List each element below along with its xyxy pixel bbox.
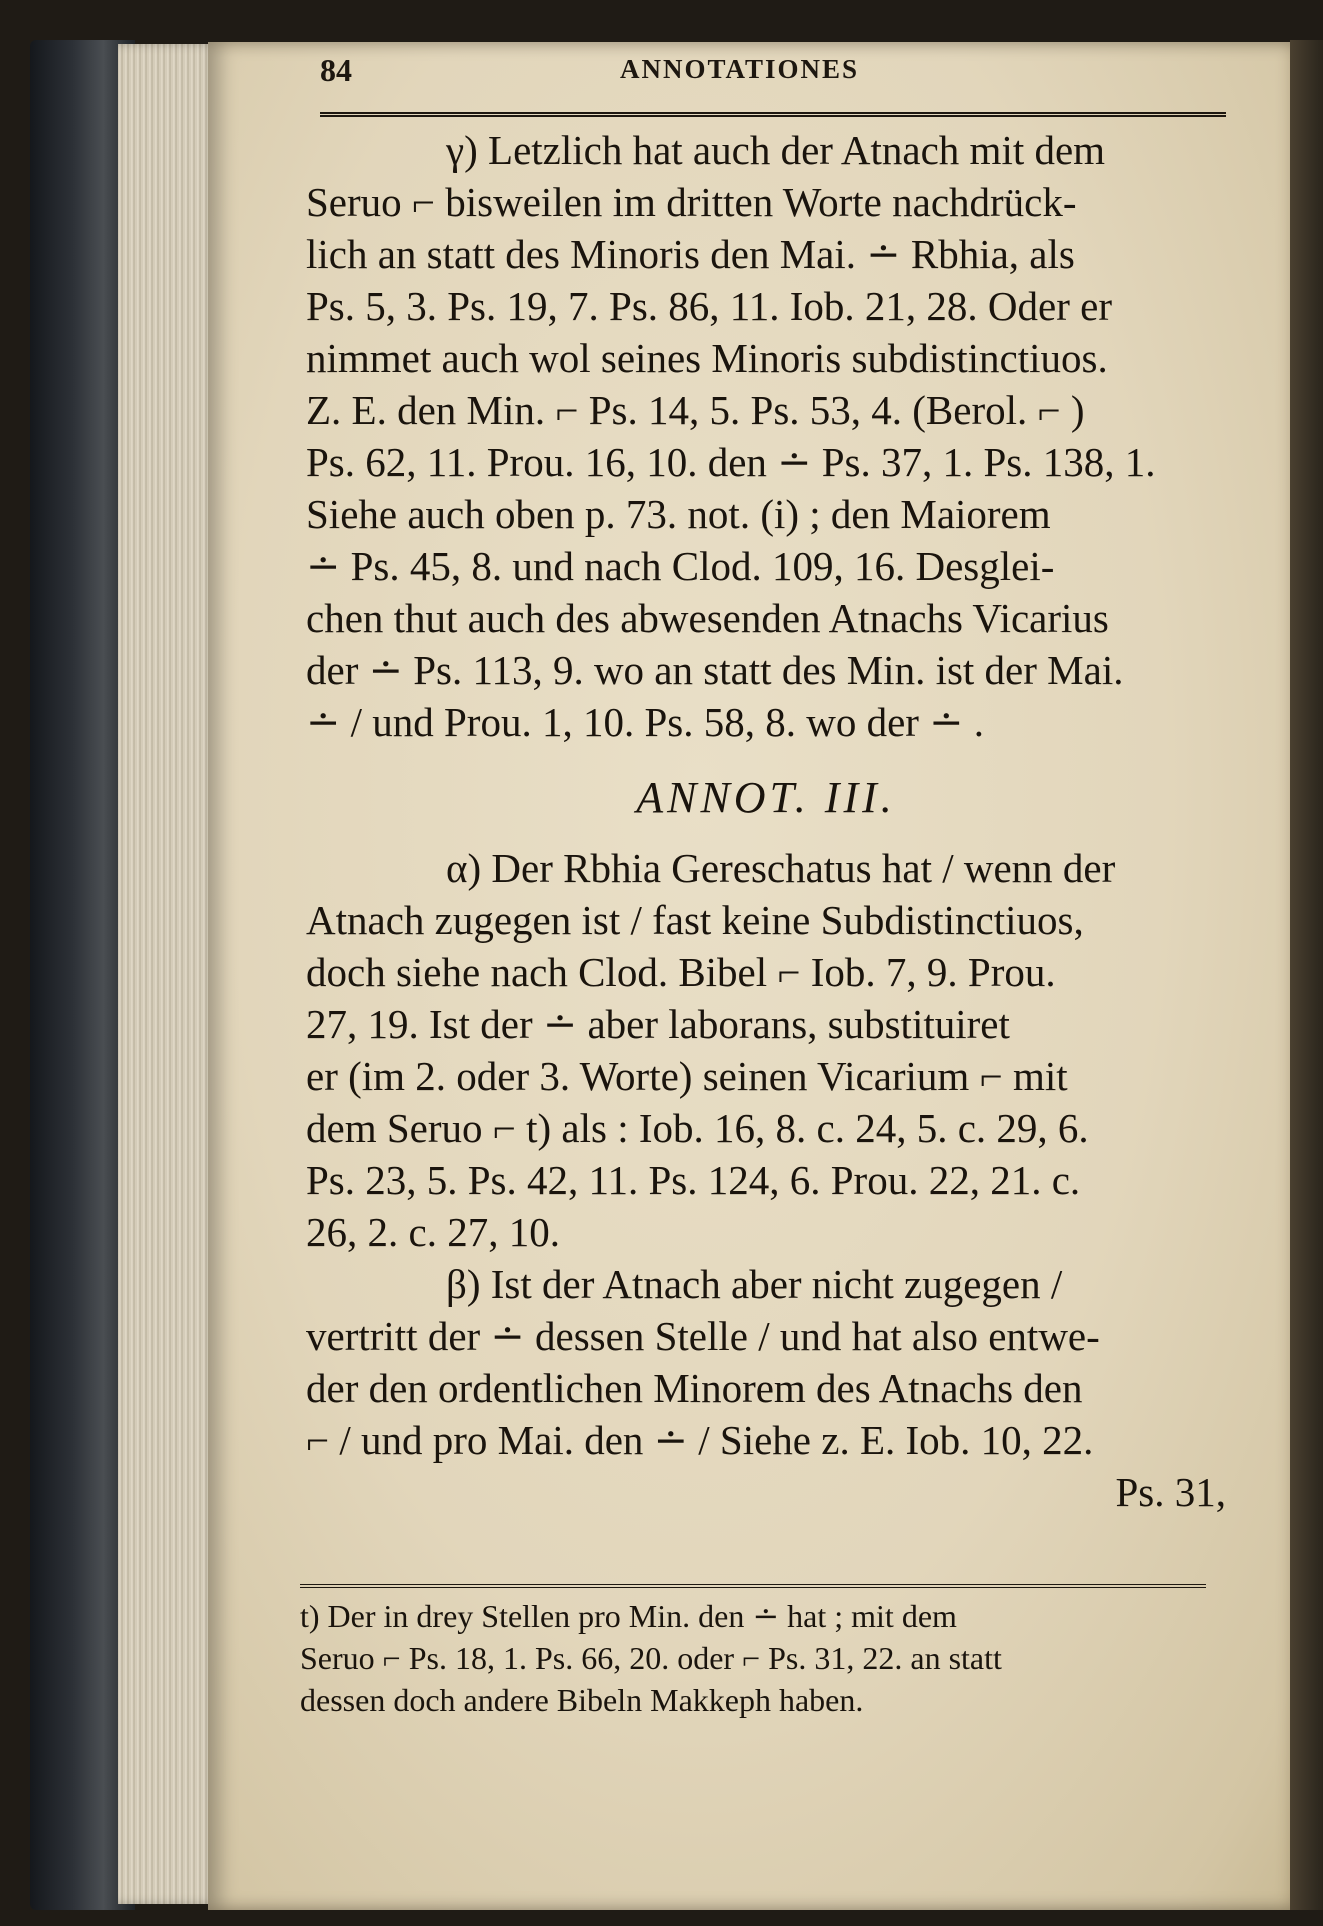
text-line: ∸ Ps. 45, 8. und nach Clod. 109, 16. Desglei- — [306, 543, 1055, 589]
text-line: dem Seruo ⌐ t) als : Iob. 16, 8. c. 24, 5. c. 29, 6. — [306, 1105, 1089, 1151]
text-line: Ps. 23, 5. Ps. 42, 11. Ps. 124, 6. Prou. 22, 21. c. — [306, 1157, 1081, 1203]
page-header — [320, 50, 1220, 90]
text-line: Seruo ⌐ bisweilen im dritten Worte nachdrück- — [306, 179, 1077, 225]
text-line: 27, 19. Ist der ∸ aber laborans, substituiret — [306, 1001, 1010, 1047]
text-line: lich an statt des Minoris den Mai. ∸ Rbhia, als — [306, 231, 1075, 277]
catchword: Ps. 31, — [1115, 1469, 1226, 1515]
main-text — [306, 124, 1226, 1518]
text-line: der den ordentlichen Minorem des Atnachs den — [306, 1365, 1083, 1411]
text-line: γ) Letzlich hat auch der Atnach mit dem — [446, 127, 1106, 173]
right-page-edge — [1290, 40, 1323, 1910]
text-line: 26, 2. c. 27, 10. — [306, 1209, 560, 1255]
text-line: er (im 2. oder 3. Worte) seinen Vicarium ⌐ mit — [306, 1053, 1068, 1099]
text-line: Ps. 5, 3. Ps. 19, 7. Ps. 86, 11. Iob. 21, 28. Oder er — [306, 283, 1112, 329]
page-number: 84 — [320, 52, 352, 88]
section-heading: ANNOT. III. — [636, 773, 896, 822]
text-line: vertritt der ∸ dessen Stelle / und hat also entwe- — [306, 1313, 1100, 1359]
running-head: ANNOTATIONES — [620, 54, 860, 84]
text-line: der ∸ Ps. 113, 9. wo an statt des Min. ist der Mai. — [306, 647, 1124, 693]
footnote-line: t) Der in drey Stellen pro Min. den ∸ hat ; mit dem — [300, 1598, 957, 1634]
header-rule — [320, 112, 1226, 117]
footnote — [300, 1595, 1210, 1721]
text-line: β) Ist der Atnach aber nicht zugegen / — [446, 1261, 1063, 1307]
footnote-rule — [300, 1584, 1206, 1588]
footnote-line: dessen doch andere Bibeln Makkeph haben. — [300, 1682, 864, 1718]
footnote-line: Seruo ⌐ Ps. 18, 1. Ps. 66, 20. oder ⌐ Ps. 31, 22. an statt — [300, 1640, 1002, 1676]
text-line: Ps. 62, 11. Prou. 16, 10. den ∸ Ps. 37, 1. Ps. 138, 1. — [306, 439, 1156, 485]
text-line: doch siehe nach Clod. Bibel ⌐ Iob. 7, 9. Prou. — [306, 949, 1056, 995]
text-line: chen thut auch des abwesenden Atnachs Vicarius — [306, 595, 1109, 641]
text-line: Z. E. den Min. ⌐ Ps. 14, 5. Ps. 53, 4. (Berol. ⌐ ) — [306, 387, 1085, 433]
text-line: α) Der Rbhia Gereschatus hat / wenn der — [446, 845, 1116, 891]
text-line: nimmet auch wol seines Minoris subdistinctiuos. — [306, 335, 1108, 381]
text-line: ∸ / und Prou. 1, 10. Ps. 58, 8. wo der ∸ . — [306, 699, 985, 745]
page-stack-edges — [118, 44, 218, 1904]
text-line: ⌐ / und pro Mai. den ∸ / Siehe z. E. Iob. 10, 22. — [306, 1417, 1094, 1463]
text-line: Siehe auch oben p. 73. not. (i) ; den Maiorem — [306, 491, 1051, 537]
text-line: Atnach zugegen ist / fast keine Subdistinctiuos, — [306, 897, 1084, 943]
